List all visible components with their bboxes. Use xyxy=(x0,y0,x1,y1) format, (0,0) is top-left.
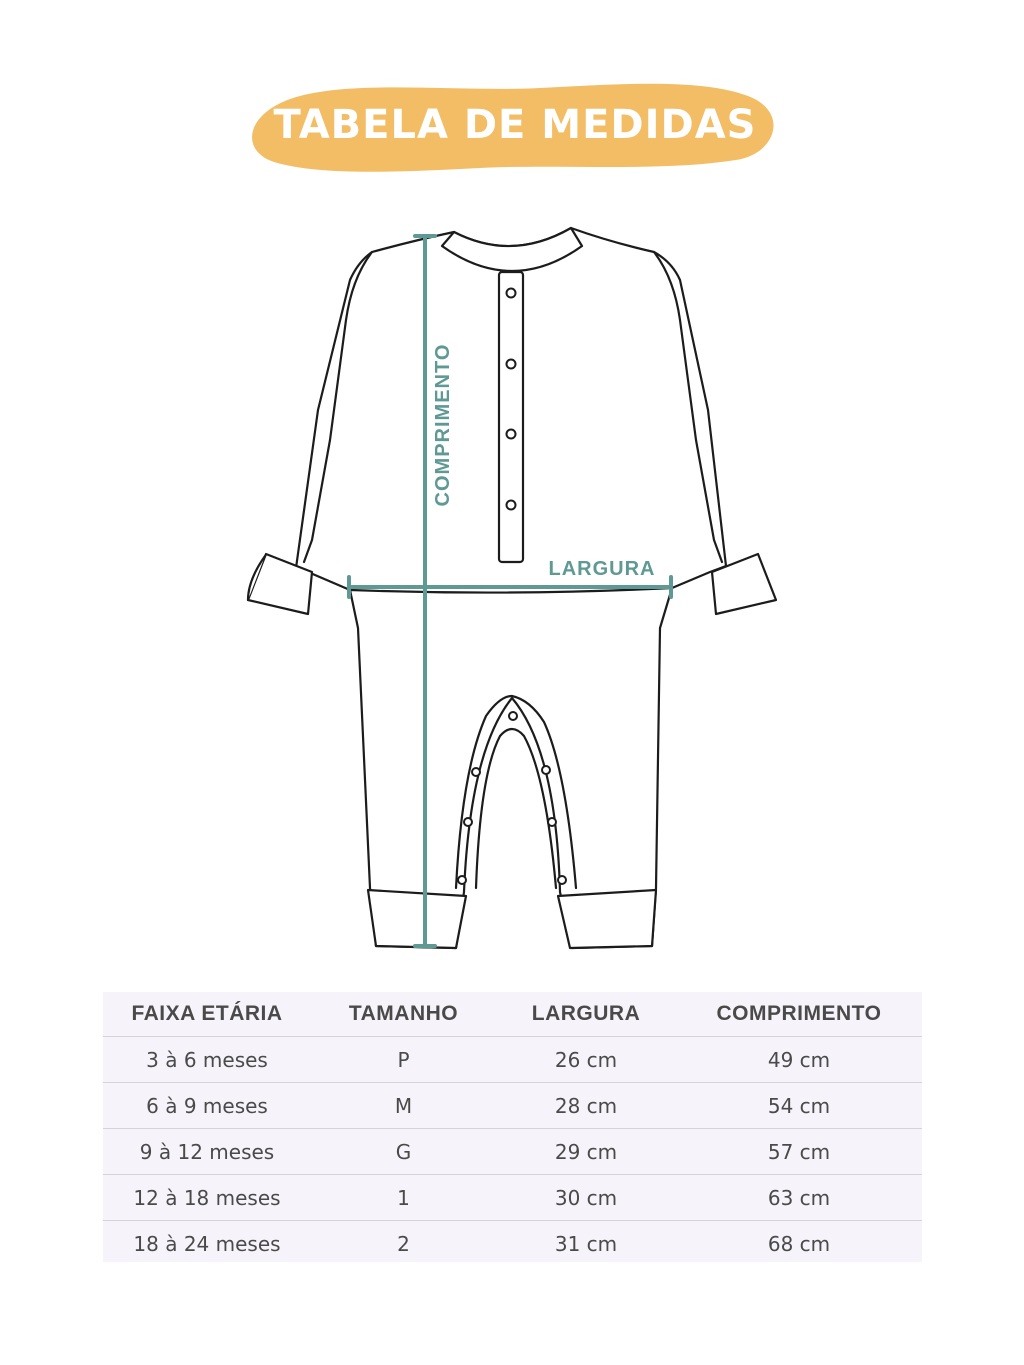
age-range-cell: 6 à 9 meses xyxy=(103,1083,311,1129)
width-cell: 31 cm xyxy=(496,1221,676,1267)
width-label: LARGURA xyxy=(548,558,656,580)
header-length: COMPRIMENTO xyxy=(716,1002,882,1025)
size-cell: G xyxy=(311,1129,496,1175)
length-label: COMPRIMENTO xyxy=(432,343,454,507)
table-header-row xyxy=(103,992,922,1037)
size-cell: 1 xyxy=(311,1175,496,1221)
right-ankle-cuff xyxy=(558,890,656,948)
width-cell: 28 cm xyxy=(496,1083,676,1129)
placket xyxy=(499,272,523,562)
header-age-range: FAIXA ETÁRIA xyxy=(131,1002,283,1025)
romper-diagram xyxy=(0,200,1024,980)
size-cell: P xyxy=(311,1037,496,1083)
table-row xyxy=(103,1129,922,1175)
size-table xyxy=(103,992,922,1262)
age-range-cell: 18 à 24 meses xyxy=(103,1221,311,1267)
table-row xyxy=(103,1175,922,1221)
age-range-cell: 12 à 18 meses xyxy=(103,1175,311,1221)
length-cell: 68 cm xyxy=(676,1221,922,1267)
age-range-cell: 9 à 12 meses xyxy=(103,1129,311,1175)
table-row xyxy=(103,1083,922,1129)
age-range-cell: 3 à 6 meses xyxy=(103,1037,311,1083)
width-cell: 29 cm xyxy=(496,1129,676,1175)
length-cell: 54 cm xyxy=(676,1083,922,1129)
size-cell: M xyxy=(311,1083,496,1129)
size-cell: 2 xyxy=(311,1221,496,1267)
length-cell: 57 cm xyxy=(676,1129,922,1175)
table-row xyxy=(103,1037,922,1083)
header-size: TAMANHO xyxy=(348,1002,459,1025)
table-row xyxy=(103,1221,922,1267)
width-cell: 30 cm xyxy=(496,1175,676,1221)
length-cell: 63 cm xyxy=(676,1175,922,1221)
length-cell: 49 cm xyxy=(676,1037,922,1083)
header-width: LARGURA xyxy=(531,1002,641,1025)
left-ankle-cuff xyxy=(368,890,466,948)
width-cell: 26 cm xyxy=(496,1037,676,1083)
page-title: TABELA DE MEDIDAS xyxy=(273,102,757,148)
